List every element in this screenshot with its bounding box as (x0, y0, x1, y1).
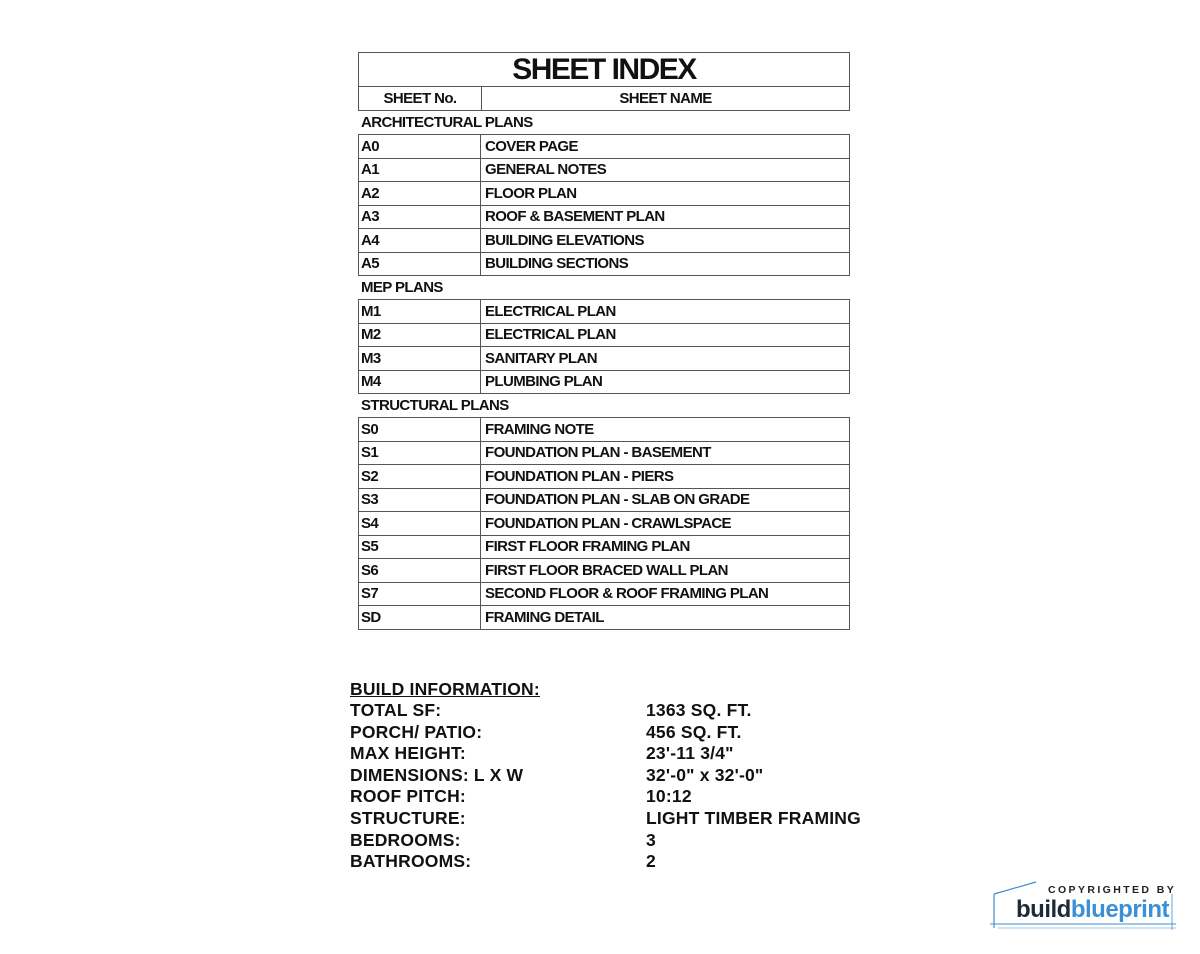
build-info-key: BEDROOMS: (350, 829, 461, 850)
table-row (359, 582, 849, 606)
sheet-number-cell: SD (359, 606, 481, 629)
build-info-row (350, 765, 910, 787)
sheet-number-cell: M4 (359, 371, 481, 394)
build-info-value: 2 (646, 851, 656, 872)
sheet-name-cell: ROOF & BASEMENT PLAN (485, 208, 665, 226)
sheet-name-cell: SECOND FLOOR & ROOF FRAMING PLAN (485, 585, 769, 603)
build-info-key: BATHROOMS: (350, 851, 472, 872)
build-info-row (350, 700, 910, 722)
table-row (359, 158, 849, 182)
sheet-number-cell: A2 (359, 182, 481, 205)
sheet-number-cell: M1 (359, 300, 481, 323)
sheet-number-cell: S4 (359, 512, 481, 535)
table-row (359, 135, 849, 158)
logo-wordmark (1016, 896, 1169, 924)
sheet-name-cell: FOUNDATION PLAN - CRAWLSPACE (485, 514, 731, 532)
sheet-number-cell: A4 (359, 229, 481, 252)
build-info-row (350, 830, 910, 852)
table-row (359, 181, 849, 205)
sheet-name-cell: PLUMBING PLAN (485, 373, 603, 391)
sheet-number-cell: S5 (359, 536, 481, 559)
table-row (359, 511, 849, 535)
sheet-name-cell: GENERAL NOTES (485, 161, 607, 179)
build-info-value: 456 SQ. FT. (646, 721, 742, 742)
table-row (359, 488, 849, 512)
sheet-name-cell: FIRST FLOOR FRAMING PLAN (485, 538, 690, 556)
header-sheet-name: SHEET NAME (619, 90, 712, 107)
table-row (359, 464, 849, 488)
sheet-name-cell: COVER PAGE (485, 137, 578, 155)
sheet-name-cell: FOUNDATION PLAN - SLAB ON GRADE (485, 491, 750, 509)
build-information (350, 678, 910, 873)
table-row (359, 558, 849, 582)
sheet-number-cell: A3 (359, 206, 481, 229)
sheet-number-cell: A0 (359, 135, 481, 158)
build-info-row (350, 808, 910, 830)
sheet-name-cell: BUILDING ELEVATIONS (485, 231, 644, 249)
build-info-value: 3 (646, 829, 656, 850)
build-info-row (350, 743, 910, 765)
sheet-number-cell: S1 (359, 442, 481, 465)
sheet-number-cell: S3 (359, 489, 481, 512)
sheet-name-cell: FRAMING NOTE (485, 420, 594, 438)
table-row (359, 605, 849, 629)
logo-word-build: build (1016, 896, 1071, 923)
table-row (359, 252, 849, 276)
section-label: ARCHITECTURAL PLANS (361, 114, 533, 131)
sheet-number-cell: A5 (359, 253, 481, 276)
table-row (359, 535, 849, 559)
build-info-rows (350, 700, 910, 873)
header-sheet-number: SHEET No. (359, 87, 482, 110)
build-info-value: 10:12 (646, 786, 692, 807)
build-info-row (350, 722, 910, 744)
logo-word-blueprint: blueprint (1070, 896, 1169, 923)
sheet-name-cell: FLOOR PLAN (485, 184, 577, 202)
sheet-name-cell: FRAMING DETAIL (485, 608, 604, 626)
table-row (359, 418, 849, 441)
table-row (359, 441, 849, 465)
section-label: STRUCTURAL PLANS (361, 397, 509, 414)
sheet-number-cell: S0 (359, 418, 481, 441)
section-label: MEP PLANS (361, 279, 443, 296)
build-info-key: TOTAL SF: (350, 700, 442, 720)
build-info-key: MAX HEIGHT: (350, 743, 466, 764)
sheet-sections (358, 111, 850, 630)
sheet-index-table (358, 52, 850, 630)
build-info-value: 23'-11 3/4" (646, 743, 734, 764)
sheet-number-cell: S7 (359, 583, 481, 606)
sheet-number-cell: A1 (359, 159, 481, 182)
table-row (359, 228, 849, 252)
table-row (359, 323, 849, 347)
sheet-name-cell: BUILDING SECTIONS (485, 255, 629, 273)
sheet-name-cell: FOUNDATION PLAN - PIERS (485, 467, 674, 485)
build-info-value: 1363 SQ. FT. (646, 700, 752, 720)
build-info-row (350, 851, 910, 873)
sheet-name-cell: ELECTRICAL PLAN (485, 302, 616, 320)
build-info-key: DIMENSIONS: L X W (350, 764, 524, 785)
build-info-key: ROOF PITCH: (350, 786, 466, 807)
section-rows (358, 299, 850, 394)
build-info-key: PORCH/ PATIO: (350, 721, 483, 742)
sheet-name-cell: SANITARY PLAN (485, 349, 597, 367)
sheet-number-cell: M2 (359, 324, 481, 347)
build-info-key: STRUCTURE: (350, 807, 466, 828)
sheet-number-cell: M3 (359, 347, 481, 370)
sheet-name-cell: ELECTRICAL PLAN (485, 326, 616, 344)
sheet-name-cell: FOUNDATION PLAN - BASEMENT (485, 444, 711, 462)
table-row (359, 346, 849, 370)
sheet-number-cell: S2 (359, 465, 481, 488)
sheet-index-title: SHEET INDEX (358, 52, 850, 87)
sheet-number-cell: S6 (359, 559, 481, 582)
build-info-row (350, 786, 910, 808)
build-info-heading: BUILD INFORMATION: (350, 679, 540, 699)
table-row (359, 205, 849, 229)
section-rows (358, 417, 850, 630)
build-blueprint-logo (990, 880, 1180, 932)
build-info-value: 32'-0" x 32'-0" (646, 764, 764, 785)
build-info-value: LIGHT TIMBER FRAMING (646, 807, 861, 828)
table-row (359, 300, 849, 323)
sheet-name-cell: FIRST FLOOR BRACED WALL PLAN (485, 561, 728, 579)
table-row (359, 370, 849, 394)
section-rows (358, 134, 850, 276)
logo-copyright-text: COPYRIGHTED BY (1048, 884, 1177, 896)
sheet-index-header (358, 87, 850, 111)
